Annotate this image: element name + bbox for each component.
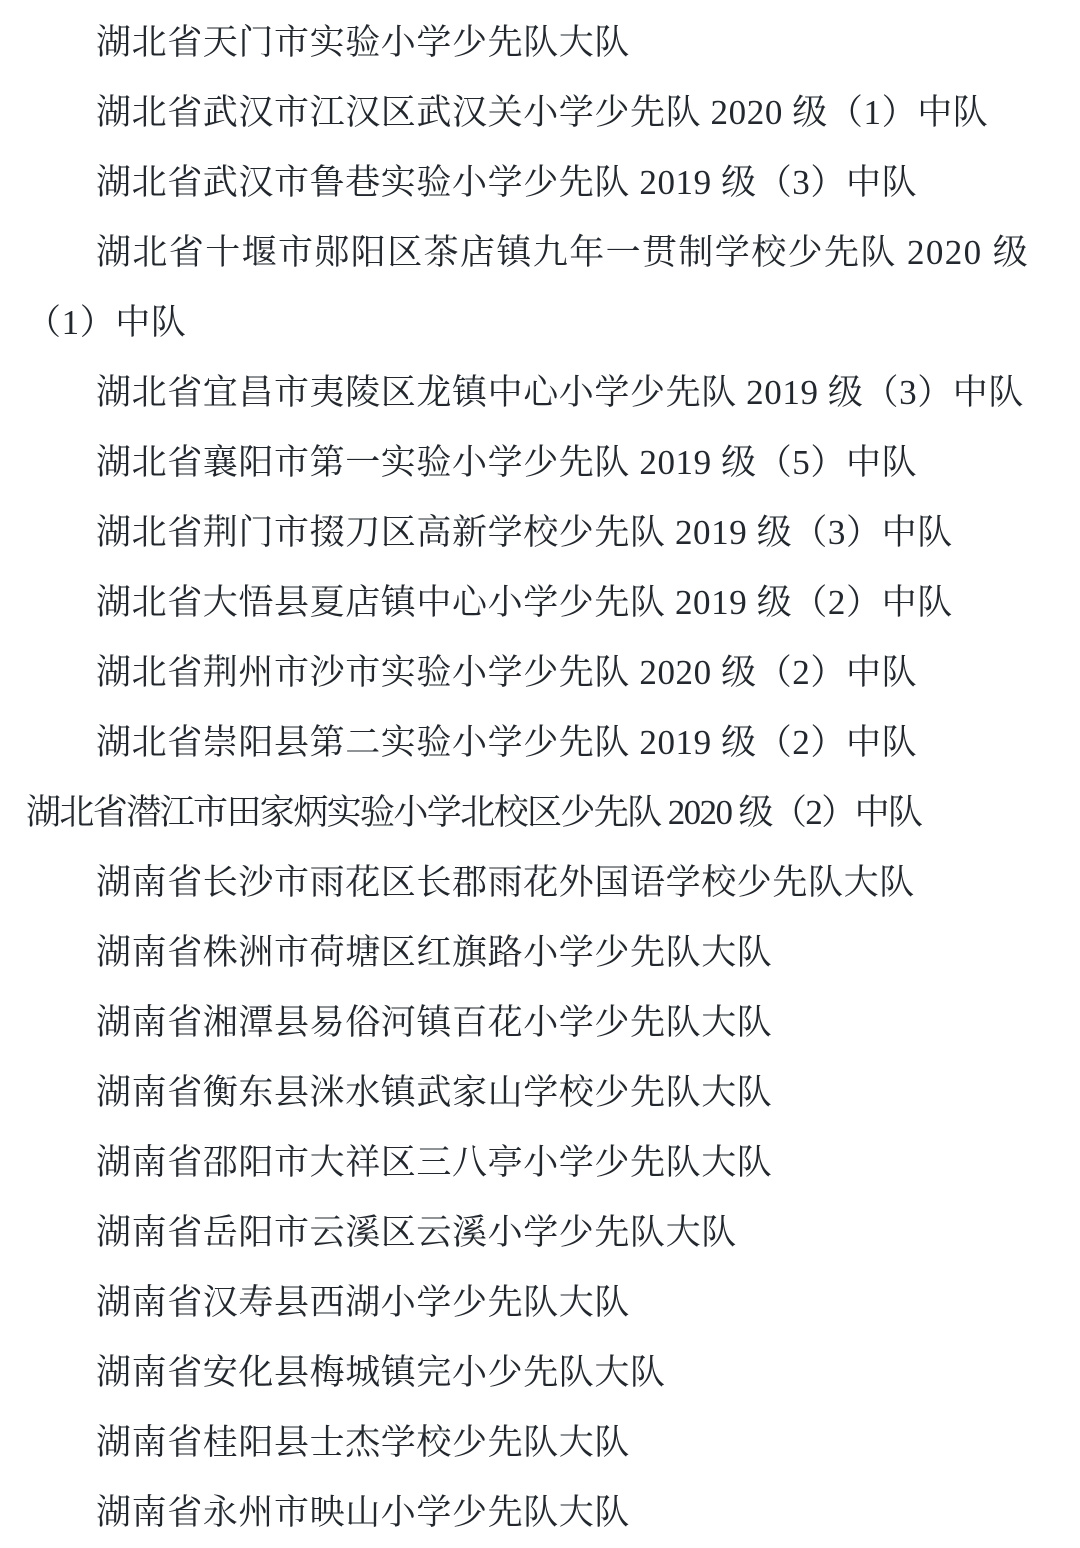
document-line: 湖南省衡东县洣水镇武家山学校少先队大队 <box>96 1073 773 1112</box>
document-line: 湖南省长沙市雨花区长郡雨花外国语学校少先队大队 <box>96 863 915 902</box>
document-line: 湖北省荆州市沙市实验小学少先队 2020 级（2）中队 <box>96 653 918 692</box>
document-line: 湖北省潜江市田家炳实验小学北校区少先队 2020 级（2）中队 <box>26 793 922 832</box>
document-line: 湖南省安化县梅城镇完小少先队大队 <box>96 1353 666 1392</box>
document-line: 湖北省襄阳市第一实验小学少先队 2019 级（5）中队 <box>96 443 918 482</box>
document-line: 湖北省荆门市掇刀区高新学校少先队 2019 级（3）中队 <box>96 513 953 552</box>
document-line: 湖南省永州市映山小学少先队大队 <box>96 1493 631 1532</box>
document-line: 湖北省崇阳县第二实验小学少先队 2019 级（2）中队 <box>96 723 918 762</box>
document-line: 湖南省汉寿县西湖小学少先队大队 <box>96 1283 631 1322</box>
document-line: 湖北省武汉市江汉区武汉关小学少先队 2020 级（1）中队 <box>96 93 989 132</box>
document-line: 湖南省桂阳县士杰学校少先队大队 <box>96 1423 631 1462</box>
document-body <box>26 0 1054 1548</box>
document-line: 湖北省宜昌市夷陵区龙镇中心小学少先队 2019 级（3）中队 <box>96 373 1025 412</box>
document-line: 湖北省天门市实验小学少先队大队 <box>96 23 631 62</box>
document-line: 湖南省岳阳市云溪区云溪小学少先队大队 <box>96 1213 737 1252</box>
document-line: 湖北省大悟县夏店镇中心小学少先队 2019 级（2）中队 <box>96 583 953 622</box>
document-line: （1）中队 <box>26 303 187 342</box>
document-line: 湖北省十堰市郧阳区茶店镇九年一贯制学校少先队 2020 级 <box>96 233 1030 272</box>
document-line: 湖南省邵阳市大祥区三八亭小学少先队大队 <box>96 1143 773 1182</box>
document-line: 湖南省湘潭县易俗河镇百花小学少先队大队 <box>96 1003 773 1042</box>
document-line: 湖北省武汉市鲁巷实验小学少先队 2019 级（3）中队 <box>96 163 918 202</box>
document-line: 湖南省株洲市荷塘区红旗路小学少先队大队 <box>96 933 773 972</box>
